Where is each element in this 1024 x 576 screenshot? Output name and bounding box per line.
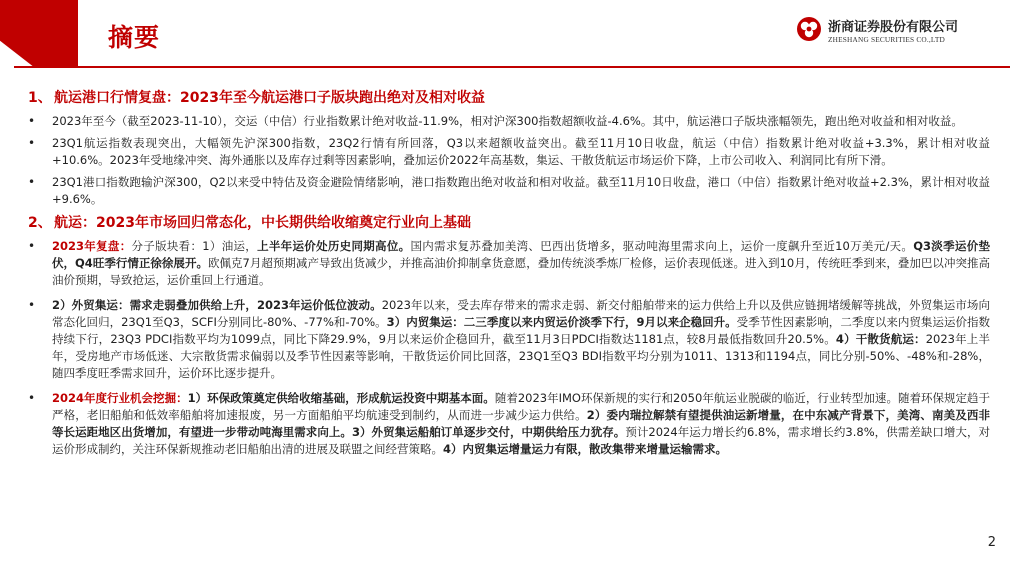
bullet-text: 2023年以来，受去库存带来的需求走弱、新交付船舶带来的运力供给上升以及供应链拥堵缓解等挑战，外贸集运市场向常态化回归，23Q1至Q3，SCFI分别同比-80%、-77%和-70%。: [52, 298, 990, 329]
header-red-decoration: [0, 0, 78, 68]
opportunity-label: 2024年度行业机会挖掘：: [52, 391, 188, 405]
section-number: 1、: [28, 90, 52, 106]
bullet-item: [52, 238, 990, 289]
section-title: 航运港口行情复盘：2023年至今航运港口子版块跑出绝对及相对收益: [54, 90, 485, 106]
review-label: 2023年复盘：: [52, 239, 132, 253]
logo-company-name-en: ZHESHANG SECURITIES CO.,LTD: [828, 35, 946, 44]
bullet-text: 受季节性因素影响，二季度以来内贸集运运价指数持续下行，23Q3 PDCI指数平均为1099点，同比下降29.9%，9月以来运价企稳回升，截至11月3日PDCI指数达1181点，较8月最低指数回升20.5%。: [52, 315, 991, 346]
bullet-emphasis: 4）干散货航运：: [835, 332, 926, 346]
bullet-text: 预计2024年运力增长约6.8%，需求增长约3.8%，供需差缺口增大，对运价形成制约，关注环保新规推动老旧船舶出清的进展及联盟之间经营策略。: [52, 425, 990, 456]
bullet-text: 欧佩克7月超预期减产导致出货减少，并推高油价抑制拿货意愿，叠加传统淡季炼厂检修，运价表现低迷。进入到10月，传统旺季到来，叠加巴以冲突推高油价预期，导致抢运，运价重回上行通道。: [52, 256, 990, 287]
section-number: 2、: [28, 215, 52, 231]
bullet-item: • 2023年至今（截至2023-11-10），交运（中信）行业指数累计绝对收益-11.9%，相对沪深300指数超额收益-4.6%。其中，航运港口子版块涨幅领先，跑出绝对收益和相对收益。: [52, 113, 990, 130]
page-number: 2: [987, 535, 996, 550]
bullet-emphasis: 2）委内瑞拉解禁有望提供油运新增量，在中东减产背景下，美湾、南美及西非等长运距地区出货增加，有望进一步带动吨海里需求向上。3）外贸集运船舶订单逐步交付，中期供给压力犹存。: [52, 408, 990, 439]
bullet-emphasis: 4）内贸集运增量运力有限，散改集带来增量运输需求。: [443, 442, 727, 456]
bullet-text: 分子版块看：1）油运，: [131, 239, 258, 253]
bullet-emphasis: Q3淡季运价垫伏，Q4旺季行情正徐徐展开。: [52, 239, 990, 270]
page-title: 摘要: [108, 23, 161, 52]
bullet-text: 国内需求复苏叠加美湾、巴西出货增多，驱动吨海里需求向上，运价一度飙升至近10万美元/天。: [410, 239, 914, 253]
header-divider: [14, 66, 1010, 68]
bullet-text: 随着2023年IMO环保新规的实行和2050年航运业脱碳的临近，行业转型加速。随着环保规定趋于严格，老旧船舶和低效率船舶将加速报废，另一方面船舶平均航速受到制约，从而进一步减少运力供给。: [52, 391, 990, 422]
section-heading-2: [28, 213, 1024, 233]
section-heading-1: [28, 88, 1024, 108]
bullet-item: • 23Q1航运指数表现突出，大幅领先沪深300指数，23Q2行情有所回落，Q3以来超额收益突出。截至11月10日收盘，航运（中信）指数累计绝对收益+3.3%，累计相对收益+10.6%。2023年受地缘冲突、海外通胀以及库存过剩等因素影响，叠加运价2022年高基数，集运、干散货航运市场运价下降，上市公司收入、利润同比有所下滑。: [52, 135, 990, 169]
bullet-emphasis: 1）环保政策奠定供给收缩基础，形成航运投资中期基本面。: [187, 391, 495, 405]
bullet-text: 2023年上半年，受房地产市场低迷、大宗散货需求偏弱以及季节性因素等影响，干散货运价同比回落，23Q1至Q3 BDI指数平均分别为1011、1313和1194点，同比分别-50%、-48%和-28%，随四季度旺季需求回升，运价环比逐步提升。: [52, 332, 990, 380]
bullet-emphasis: 上半年运价处历史同期高位。: [257, 239, 411, 253]
logo-company-name: 浙商证券股份有限公司: [828, 20, 959, 35]
bullet-item: [52, 390, 990, 458]
bullet-emphasis: 3）内贸集运：二三季度以来内贸运价淡季下行，9月以来企稳回升。: [386, 315, 737, 329]
bullet-emphasis: 2）外贸集运：需求走弱叠加供给上升，2023年运价低位波动。: [52, 298, 382, 312]
bullet-item: [52, 297, 990, 382]
zheshang-logo-icon: [796, 16, 822, 42]
section-title: 航运：2023年市场回归常态化，中长期供给收缩奠定行业向上基础: [54, 215, 471, 231]
summary-content: [0, 88, 1024, 458]
company-logo: [796, 16, 996, 52]
bullet-item: • 23Q1港口指数跑输沪深300，Q2以来受中特估及资金避险情绪影响，港口指数跑出绝对收益和相对收益。截至11月10日收盘，港口（中信）指数累计绝对收益+2.3%，累计相对收益+9.6%。: [52, 174, 990, 208]
